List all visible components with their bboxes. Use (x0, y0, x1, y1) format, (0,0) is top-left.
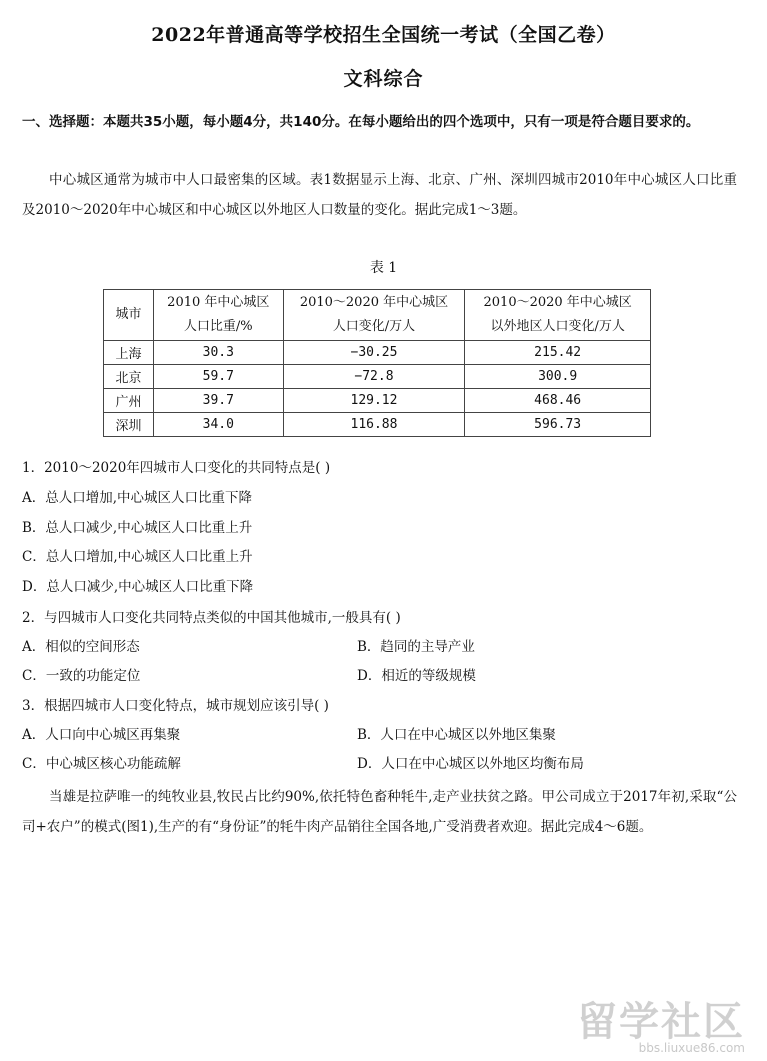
population-table (103, 289, 651, 437)
question-3-stem: 3．根据四城市人口变化特点，城市规划应该引导( ) (22, 698, 329, 714)
question-2-option-a: A．相似的空间形态 (22, 639, 140, 655)
header-share-2010: 2010 年中心城区 人口比重/% (153, 290, 283, 341)
question-1-option-a: A．总人口增加,中心城区人口比重下降 (22, 490, 253, 506)
cell-value: 596.73 (465, 413, 651, 437)
question-2-option-c: C．一致的功能定位 (22, 668, 141, 684)
passage-cities: 中心城区通常为城市中人口最密集的区域。表1数据显示上海、北京、广州、深圳四城市2010年中心城区人口比重及2010～2020年中心城区和中心城区以外地区人口数量的变化。据此完成1～3题。 (22, 172, 737, 218)
cell-value: 39.7 (153, 389, 283, 413)
question-2-option-d: D．相近的等级规模 (357, 668, 476, 684)
question-1-option-b: B．总人口减少,中心城区人口比重上升 (22, 520, 253, 536)
passage-damxung: 当雄是拉萨唯一的纯牧业县,牧民占比约90%,依托特色畜种牦牛,走产业扶贫之路。甲公司成立于2017年初,采取“公司+农户”的模式(图1),生产的有“身份证”的牦牛肉产品销往全国各地,广受消费者欢迎。据此完成4～6题。 (22, 789, 737, 835)
cell-city: 上海 (104, 341, 154, 365)
cell-value: 116.88 (283, 413, 465, 437)
question-3-option-b: B．人口在中心城区以外地区集聚 (357, 727, 556, 743)
site-watermark (577, 990, 745, 1055)
watermark-url: bbs.liuxue86.com (638, 1041, 745, 1055)
question-1-option-c: C．总人口增加,中心城区人口比重上升 (22, 549, 253, 565)
question-2-stem: 2．与四城市人口变化共同特点类似的中国其他城市,一般具有( ) (22, 610, 401, 626)
question-3-option-c: C．中心城区核心功能疏解 (22, 756, 181, 772)
cell-value: 34.0 (153, 413, 283, 437)
cell-value: 30.3 (153, 341, 283, 365)
cell-value: −30.25 (283, 341, 465, 365)
header-outer-change: 2010～2020 年中心城区 以外地区人口变化/万人 (465, 290, 651, 341)
question-2-option-b: B．趋同的主导产业 (357, 639, 475, 655)
watermark-logo-text: 留学社区 (577, 999, 745, 1045)
exam-title: 2022年普通高等学校招生全国统一考试（全国乙卷） (151, 24, 616, 46)
header-city: 城市 (104, 290, 154, 341)
cell-city: 深圳 (104, 413, 154, 437)
cell-value: 129.12 (283, 389, 465, 413)
cell-value: 215.42 (465, 341, 651, 365)
exam-subtitle: 文科综合 (343, 68, 424, 90)
question-1-option-d: D．总人口减少,中心城区人口比重下降 (22, 579, 254, 595)
cell-value: 59.7 (153, 365, 283, 389)
cell-city: 广州 (104, 389, 154, 413)
table-row (104, 389, 651, 413)
question-3-option-d: D．人口在中心城区以外地区均衡布局 (357, 756, 584, 772)
cell-city: 北京 (104, 365, 154, 389)
cell-value: −72.8 (283, 365, 465, 389)
table-header-row (104, 290, 651, 341)
question-3-option-a: A．人口向中心城区再集聚 (22, 727, 181, 743)
table-row (104, 341, 651, 365)
cell-value: 300.9 (465, 365, 651, 389)
table-row (104, 365, 651, 389)
table-caption: 表 1 (369, 260, 398, 276)
table-row (104, 413, 651, 437)
section-heading: 一、选择题：本题共35小题，每小题4分，共140分。在每小题给出的四个选项中，只有一项是符合题目要求的。 (22, 114, 700, 130)
cell-value: 468.46 (465, 389, 651, 413)
header-center-change: 2010～2020 年中心城区 人口变化/万人 (283, 290, 465, 341)
question-1-stem: 1．2010～2020年四城市人口变化的共同特点是( ) (22, 460, 331, 476)
